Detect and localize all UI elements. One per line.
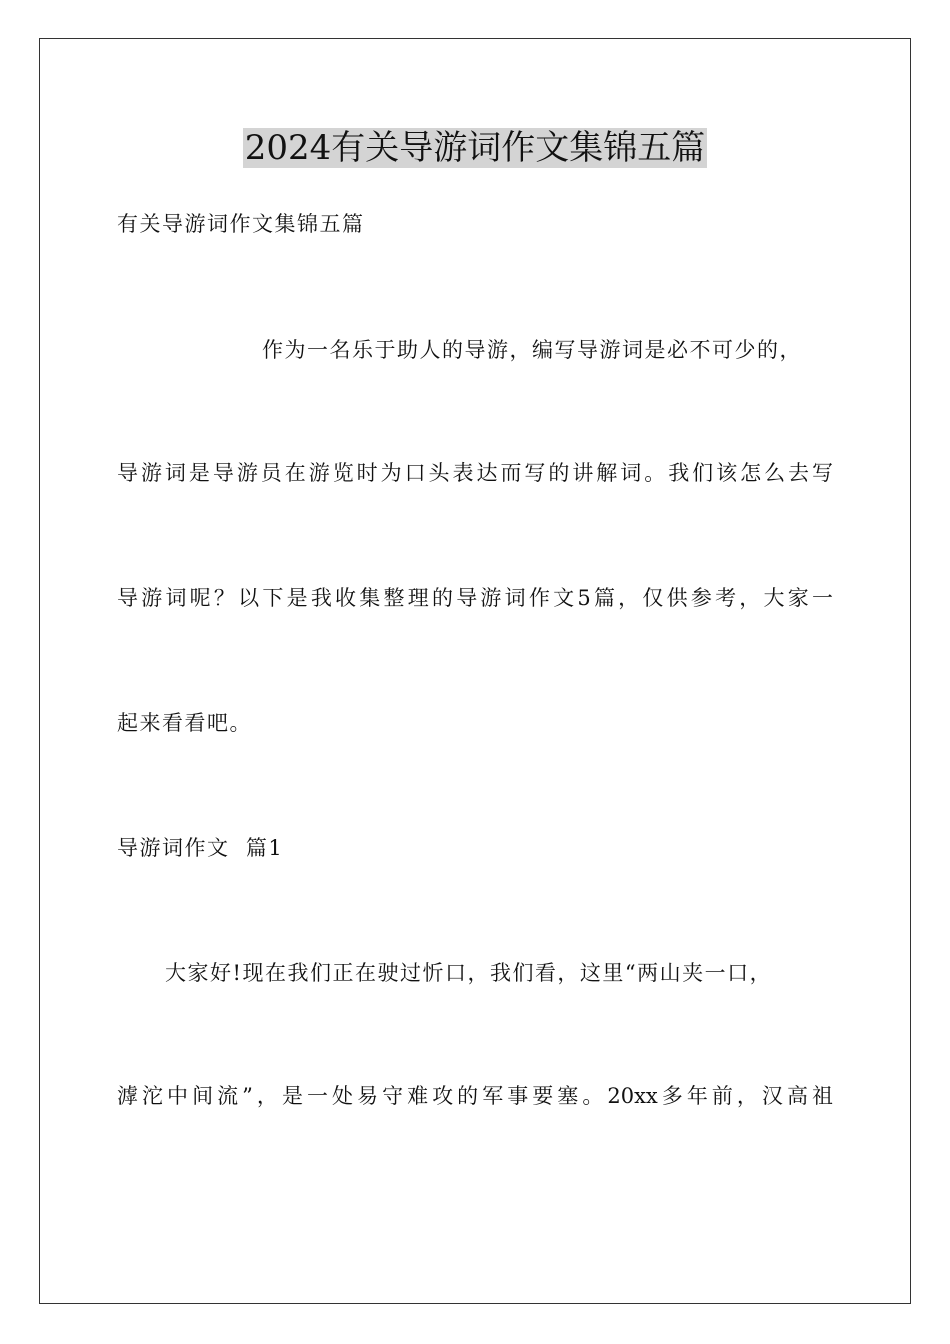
body-line-2: 滹沱中间流”，是一处易守难攻的军事要塞。20xx多年前，汉高祖 [117,1084,833,1108]
body-line-1: 大家好!现在我们正在驶过忻口，我们看，这里“两山夹一口， [165,961,773,985]
document-title [0,126,950,170]
intro-line-3: 导游词呢？以下是我收集整理的导游词作文5篇，仅供参考，大家一 [117,586,833,610]
intro-line-4: 起来看看吧。 [117,711,252,735]
intro-line-1: 作为一名乐于助人的导游，编写导游词是必不可少的， [262,338,802,362]
intro-line-2: 导游词是导游员在游览时为口头表达而写的讲解词。我们该怎么去写 [117,461,833,485]
section-heading: 导游词作文 篇1 [117,836,284,860]
document-title-text: 2024有关导游词作文集锦五篇 [244,128,706,168]
document-subtitle: 有关导游词作文集锦五篇 [117,212,365,236]
